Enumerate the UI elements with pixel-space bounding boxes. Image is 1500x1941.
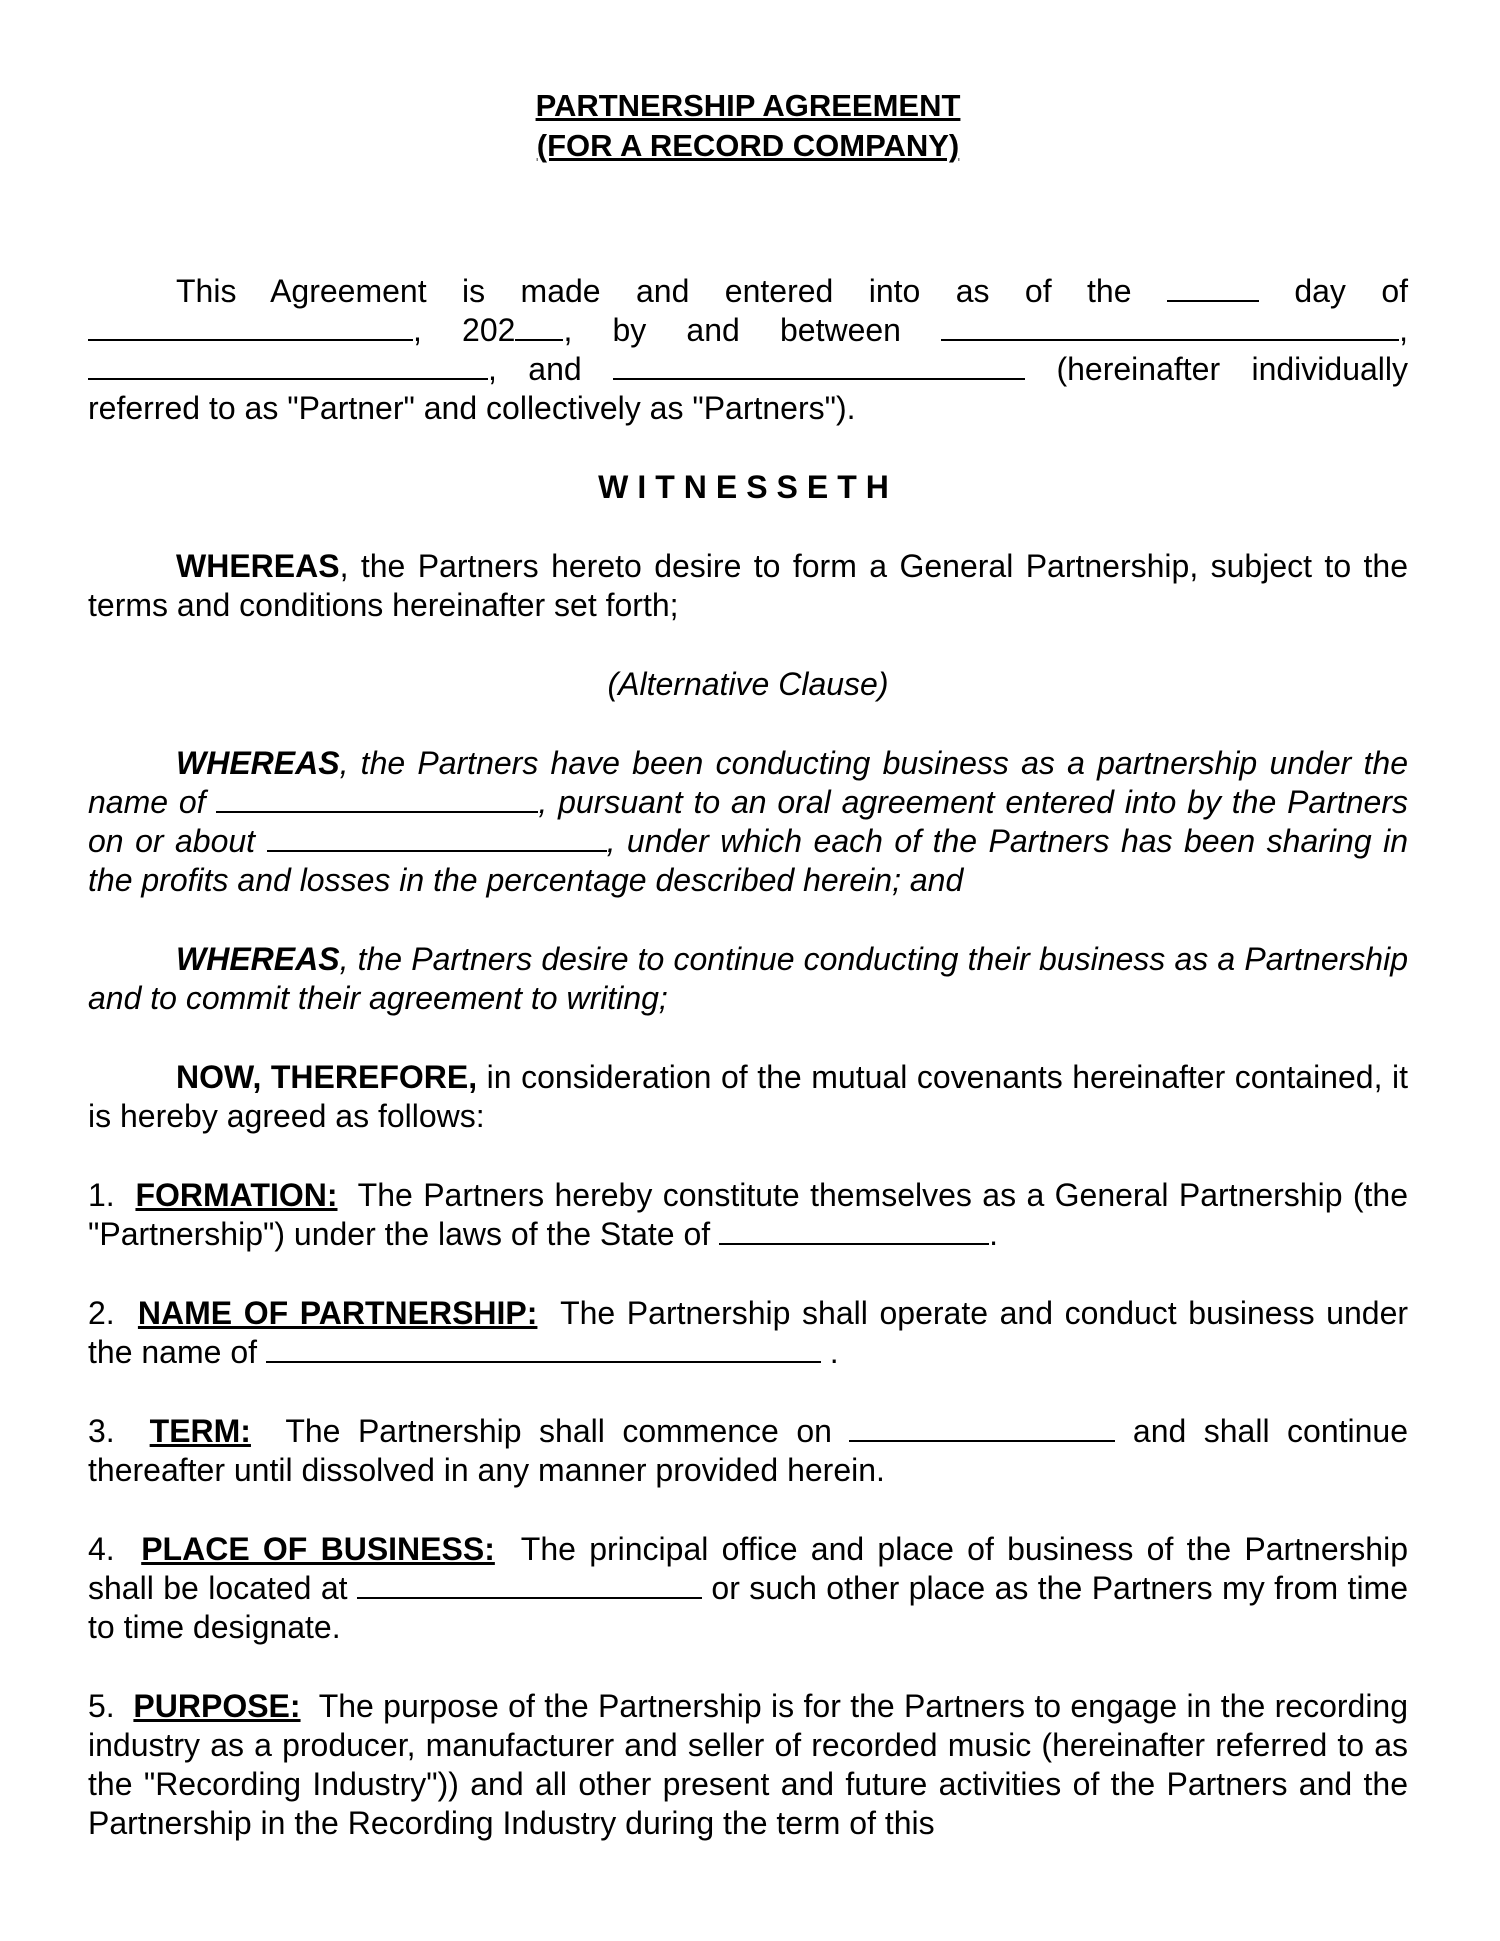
whereas-2-lead: WHEREAS	[176, 745, 340, 781]
section-text: The purpose of the Partnership is for the Partners to engage in the recording industry as a producer, manufacturer and seller of recorded music (hereinafter referred to as the "Recording Industry")) and all other present and future activities of the Partners and the Partnership in the Recording Industry during the term of this	[88, 1688, 1409, 1841]
now-therefore-text: in consideration of the mutual covenants hereinafter contained, it is hereby agreed as follows:	[88, 1059, 1409, 1134]
blank-agreement-date	[267, 826, 607, 852]
blank-location	[357, 1573, 702, 1599]
blank-month	[88, 315, 413, 341]
alternative-clause-label: (Alternative Clause)	[607, 666, 889, 702]
intro-text-6: , and	[488, 351, 582, 387]
intro-text-2: day of	[1294, 273, 1409, 309]
section-heading: TERM:	[149, 1413, 251, 1449]
section-number: 2.	[88, 1295, 115, 1331]
whereas-3-text: , the Partners desire to continue conducting their business as a Partnership and to commit their agreement to writing;	[88, 941, 1408, 1016]
blank-business-name	[216, 787, 538, 813]
section-heading: PLACE OF BUSINESS:	[141, 1531, 495, 1567]
document-title-line-1: PARTNERSHIP AGREEMENT	[535, 88, 961, 123]
whereas-2-text-2: , pursuant to an oral agreement entered into by the Partners on or about	[88, 784, 1409, 859]
section-number: 1.	[88, 1177, 115, 1213]
section-text-end: and shall continue thereafter until dissolved in any manner provided herein.	[88, 1413, 1409, 1488]
intro-text-4: , by and between	[563, 312, 901, 348]
whereas-paragraph-3	[88, 940, 1408, 1018]
document-page	[88, 86, 1408, 1843]
section-place-of-business	[88, 1530, 1408, 1647]
blank-partner-2	[88, 354, 488, 380]
blank-partner-3	[613, 354, 1025, 380]
blank-year	[515, 315, 563, 341]
intro-text-5: ,	[1399, 312, 1409, 348]
section-heading: PURPOSE:	[133, 1688, 301, 1724]
section-text: The Partnership shall commence on	[285, 1413, 832, 1449]
section-formation	[88, 1176, 1408, 1254]
intro-text-1: This Agreement is made and entered into as of the	[176, 273, 1132, 309]
section-heading: FORMATION:	[135, 1177, 338, 1213]
section-number: 4.	[88, 1531, 115, 1567]
intro-text-3: , 202	[413, 312, 516, 348]
section-text-end: .	[829, 1334, 839, 1370]
section-text: The Partnership shall operate and conduct business under the name of	[88, 1295, 1409, 1370]
document-title-line-2: (FOR A RECORD COMPANY)	[536, 128, 960, 163]
witnesseth-heading: WITNESSETH	[598, 469, 898, 505]
intro-paragraph	[88, 272, 1408, 428]
section-text: The Partners hereby constitute themselves as a General Partnership (the "Partnership") under the laws of the State of	[88, 1177, 1409, 1252]
whereas-2-text-1: , the Partners have been conducting business as a partnership under the name of	[88, 745, 1408, 820]
whereas-paragraph-2	[88, 744, 1408, 900]
blank-partner-1	[941, 315, 1399, 341]
section-name-of-partnership	[88, 1294, 1408, 1372]
section-text-end: .	[989, 1216, 998, 1252]
section-text-end: or such other place as the Partners my from time to time designate.	[88, 1570, 1408, 1645]
whereas-3-lead: WHEREAS	[176, 941, 340, 977]
blank-partnership-name	[266, 1337, 821, 1363]
blank-state	[719, 1219, 989, 1245]
now-therefore-paragraph	[88, 1058, 1408, 1136]
blank-day	[1167, 276, 1259, 302]
whereas-1-text: , the Partners hereto desire to form a General Partnership, subject to the terms and conditions hereinafter set forth;	[88, 548, 1408, 623]
whereas-paragraph-1	[88, 547, 1408, 625]
whereas-1-lead: WHEREAS	[176, 548, 340, 584]
blank-commence-date	[849, 1416, 1115, 1442]
section-term	[88, 1412, 1408, 1490]
now-therefore-lead: NOW, THEREFORE,	[176, 1059, 478, 1095]
section-heading: NAME OF PARTNERSHIP:	[137, 1295, 538, 1331]
section-purpose	[88, 1687, 1408, 1843]
section-number: 3.	[88, 1413, 115, 1449]
whereas-2-text-3: , under which each of the Partners has been sharing in the profits and losses in the percentage described herein; and	[88, 823, 1409, 898]
section-number: 5.	[88, 1688, 115, 1724]
intro-text-7: (hereinafter individually referred to as "Partner" and collectively as "Partners").	[88, 351, 1409, 426]
section-text: The principal office and place of business of the Partnership shall be located at	[88, 1531, 1409, 1606]
